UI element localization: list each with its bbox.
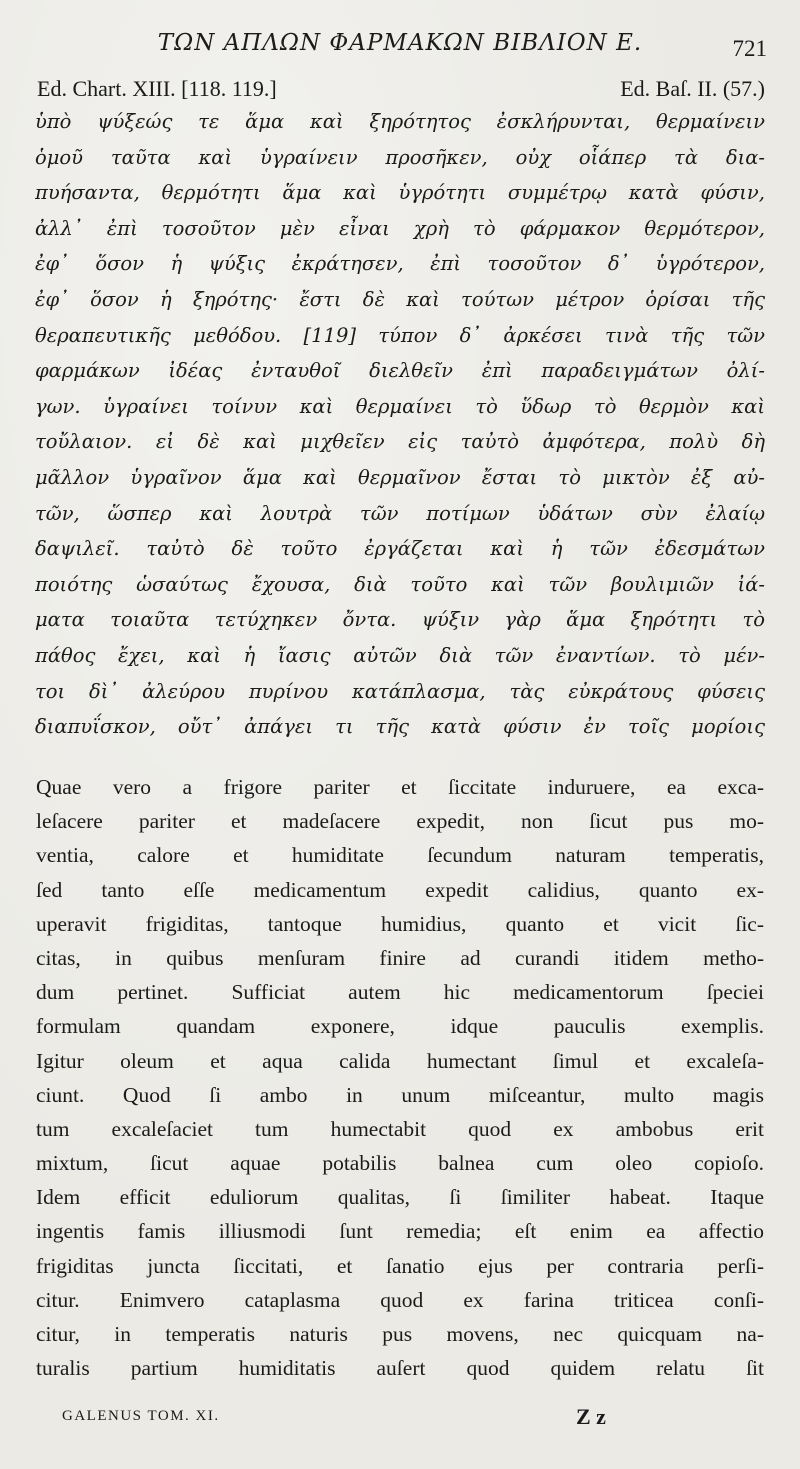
greek-text-line: θεραπευτικῆς μεθόδου. [119] τύπον δ᾽ ἀρκέσει τινὰ τῆς τῶν <box>35 323 765 347</box>
greek-text-line: μᾶλλον ὑγραῖνον ἅμα καὶ θερμαῖνον ἔσται τὸ μικτὸν ἐξ αὐ- <box>35 465 765 489</box>
greek-text-line: διαπυΐσκον, οὔτ᾽ ἀπάγει τι τῆς κατὰ φύσιν ἐν τοῖς μορίοις <box>35 715 765 739</box>
latin-text-line: frigiditas juncta ſiccitati, et ſanatio ejus per contraria perſi- <box>36 1253 764 1278</box>
latin-text-line: ingentis famis illiusmodi ſunt remedia; eſt enim ea affectio <box>36 1219 764 1244</box>
greek-text-line: ὁμοῦ ταῦτα καὶ ὑγραίνειν προσῆκεν, οὐχ οἷάπερ τὰ δια- <box>35 145 765 169</box>
latin-text-line: ſed tanto eſſe medicamentum expedit calidius, quanto ex- <box>36 877 764 902</box>
latin-text-line: ventia, calore et humiditate ſecundum naturam temperatis, <box>36 843 764 868</box>
latin-text-line: tum excaleſaciet tum humectabit quod ex ambobus erit <box>36 1116 764 1141</box>
running-title: ΤΩΝ ΑΠΛΩΝ ΦΑΡΜΑΚΩΝ ΒΙΒΛΙΟΝ Ε. <box>157 30 643 56</box>
greek-text-line: πάθος ἔχει, καὶ ἡ ἴασις αὐτῶν διὰ τῶν ἐναντίων. τὸ μέν- <box>35 643 765 667</box>
latin-text-line: ciunt. Quod ſi ambo in unum miſceantur, multo magis <box>36 1082 764 1107</box>
latin-text-line: uperavit frigiditas, tantoque humidius, quanto et vicit ſic- <box>36 911 764 936</box>
printer-signature: GALENUS TOM. XI. <box>62 1408 220 1424</box>
latin-text-line: citur, in temperatis naturis pus movens, nec quicquam na- <box>36 1322 764 1346</box>
latin-text-line: citas, in quibus menſuram finire ad curandi itidem metho- <box>36 945 764 970</box>
greek-text-line: φαρμάκων ἰδέας ἐνταυθοῖ διελθεῖν ἐπὶ παραδειγμάτων ὀλί- <box>35 359 765 383</box>
latin-text-line: Igitur oleum et aqua calida humectant ſimul et excaleſa- <box>36 1048 764 1073</box>
greek-text-line: τῶν, ὥσπερ καὶ λουτρὰ τῶν ποτίμων ὑδάτων σὺν ἐλαίῳ <box>35 501 765 525</box>
latin-text-line: citur. Enimvero cataplasma quod ex farina triticea conſi- <box>36 1287 764 1312</box>
latin-text-line: mixtum, ſicut aquae potabilis balnea cum oleo copioſo. <box>36 1151 764 1176</box>
latin-text-line: turalis partium humiditatis auſert quod quidem relatu ſit <box>36 1356 764 1381</box>
greek-text-line: γων. ὑγραίνει τοίνυν καὶ θερμαίνει τὸ ὕδωρ τὸ θερμὸν καὶ <box>35 394 765 418</box>
greek-text-line: ἐφ᾽ ὅσον ἡ ψύξις ἐκράτησεν, ἐπὶ τοσοῦτον δ᾽ ὑγρότερον, <box>35 252 765 276</box>
latin-text-line: dum pertinet. Sufficiat autem hic medicamentorum ſpeciei <box>36 980 764 1005</box>
greek-text-line: ἐφ᾽ ὅσον ἡ ξηρότης· ἔστι δὲ καὶ τούτων μέτρον ὁρίσαι τῆς <box>35 287 765 311</box>
page-number: 721 <box>732 36 767 61</box>
greek-text-line: ποιότης ὡσαύτως ἔχουσα, διὰ τοῦτο καὶ τῶν βουλιμιῶν ἰά- <box>35 572 765 596</box>
latin-text-line: Idem efficit eduliorum qualitas, ſi ſimiliter habeat. Itaque <box>36 1185 764 1210</box>
greek-text-line: πυήσαντα, θερμότητι ἅμα καὶ ὑγρότητι συμμέτρῳ κατὰ φύσιν, <box>35 181 765 205</box>
greek-text-line: τοι δὶ᾽ ἀλεύρου πυρίνου κατάπλασμα, τὰς εὐκράτους φύσεις <box>35 679 765 703</box>
latin-text-line: formulam quandam exponere, idque pauculis exemplis. <box>36 1014 764 1039</box>
edition-basel-reference: Ed. Baſ. II. (57.) <box>620 76 765 101</box>
greek-text-line: ἀλλ᾽ ἐπὶ τοσοῦτον μὲν εἶναι χρὴ τὸ φάρμακον θερμότερον, <box>35 216 765 240</box>
greek-text-block <box>35 104 765 745</box>
signature-mark: Z z <box>576 1404 606 1429</box>
edition-chartier-reference: Ed. Chart. XIII. [118. 119.] <box>37 76 277 101</box>
greek-text-line: τοὔλαιον. εἰ δὲ καὶ μιχθεῖεν εἰς ταὐτὸ ἀμφότερα, πολὺ δὴ <box>35 430 765 454</box>
latin-text-line: leſacere pariter et madeſacere expedit, non ſicut pus mo- <box>36 809 764 834</box>
latin-text-block <box>36 770 764 1385</box>
greek-text-line: δαψιλεῖ. ταὐτὸ δὲ τοῦτο ἐργάζεται καὶ ἡ τῶν ἐδεσμάτων <box>35 537 765 561</box>
greek-text-line: ματα τοιαῦτα τετύχηκεν ὄντα. ψύξιν γὰρ ἅμα ξηρότητι τὸ <box>35 608 765 632</box>
greek-text-line: ὑπὸ ψύξεώς τε ἅμα καὶ ξηρότητος ἐσκλήρυνται, θερμαίνειν <box>35 110 765 133</box>
latin-text-line: Quae vero a frigore pariter et ſiccitate induruere, ea exca- <box>36 775 764 799</box>
